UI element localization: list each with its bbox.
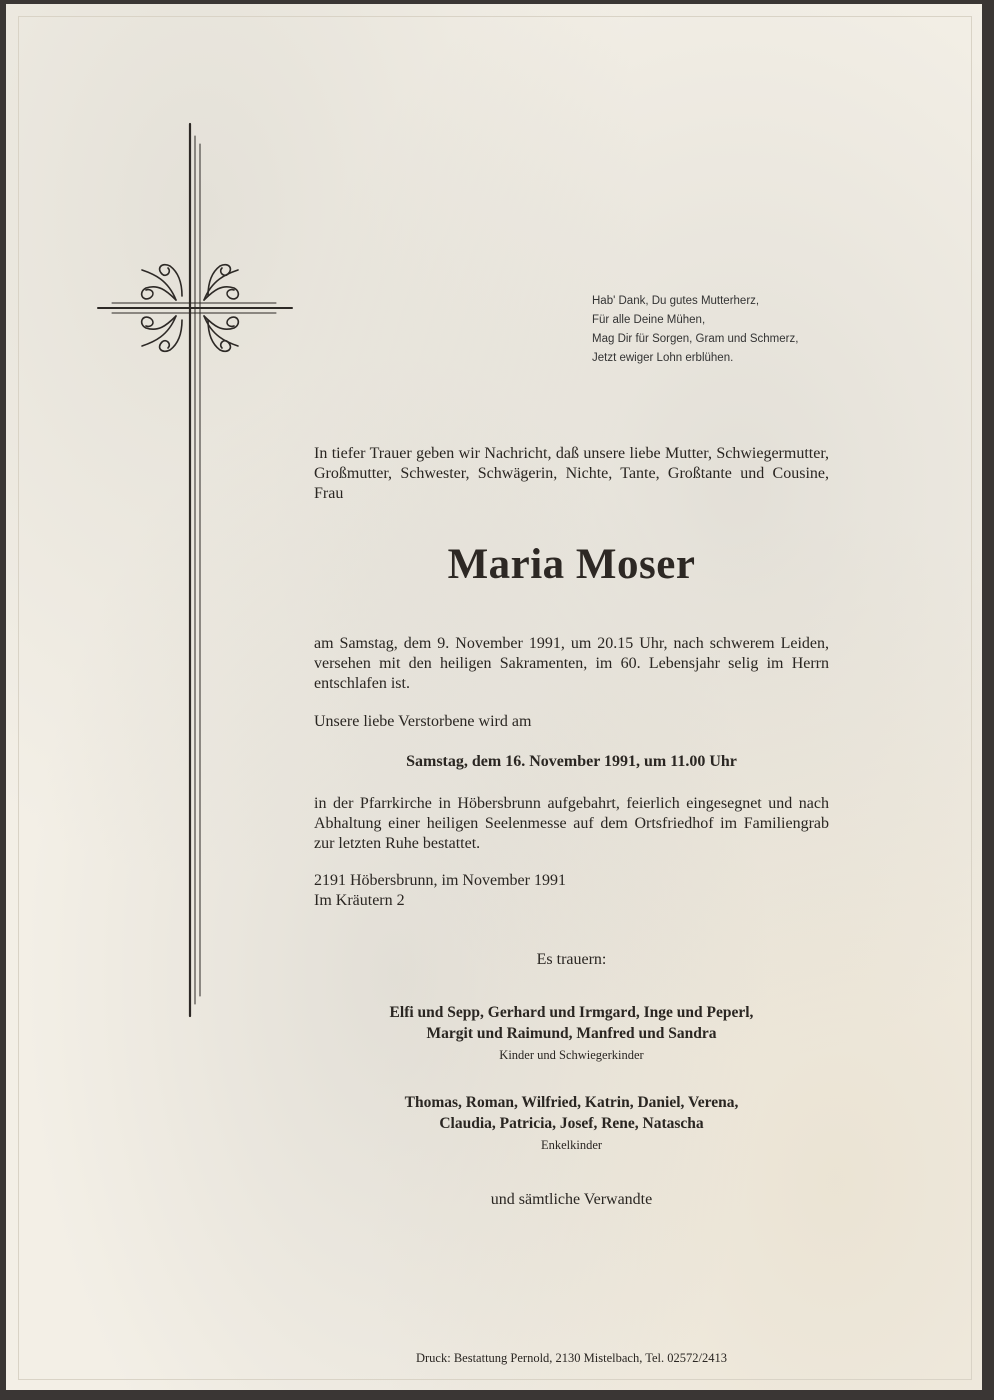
funeral-details: in der Pfarrkirche in Höbersbrunn aufgebahrt, feierlich eingesegnet und nach Abhaltung einer heiligen Seelenmesse auf dem Ortsfriedhof im Familiengrab zur letzten Ruhe bestattet. <box>314 795 829 852</box>
poem-line: Hab' Dank, Du gutes Mutterherz, <box>592 295 760 307</box>
death-paragraph: am Samstag, dem 9. November 1991, um 20.15 Uhr, nach schwerem Leiden, versehen mit den heiligen Sakramenten, im 60. Lebensjahr selig im Herrn entschlafen ist. <box>314 635 829 692</box>
funeral-date: Samstag, dem 16. November 1991, um 11.00 Uhr <box>406 753 737 770</box>
grandchildren-names-line: Claudia, Patricia, Josef, Rene, Natascha <box>439 1115 704 1132</box>
poem-line: Jetzt ewiger Lohn erblühen. <box>592 352 734 364</box>
address-line: Im Kräutern 2 <box>314 892 405 909</box>
children-group <box>314 1002 829 1064</box>
relatives-line: und sämtliche Verwandte <box>490 1191 653 1208</box>
cross-icon <box>6 4 306 1034</box>
printer-imprint: Druck: Bestattung Pernold, 2130 Mistelbach, Tel. 02572/2413 <box>415 1351 727 1365</box>
grandchildren-group <box>314 1092 829 1154</box>
deceased-name: Maria Moser <box>447 541 696 588</box>
poem-line: Mag Dir für Sorgen, Gram und Schmerz, <box>592 333 799 345</box>
intro-paragraph: In tiefer Trauer geben wir Nachricht, daß unsere liebe Mutter, Schwiegermutter, Großmutter, Schwester, Schwägerin, Nichte, Tante, Großtante und Cousine, Frau <box>314 445 829 502</box>
obituary-sheet <box>6 4 982 1390</box>
grandchildren-names-line: Thomas, Roman, Wilfried, Katrin, Daniel, Verena, <box>404 1094 739 1111</box>
place-date-line: 2191 Höbersbrunn, im November 1991 <box>314 872 566 889</box>
poem-line: Für alle Deine Mühen, <box>592 314 706 326</box>
mourners-heading: Es trauern: <box>536 951 607 968</box>
children-names-line: Elfi und Sepp, Gerhard und Irmgard, Inge und Peperl, <box>389 1004 754 1021</box>
children-names-line: Margit und Raimund, Manfred und Sandra <box>426 1025 717 1042</box>
children-relation: Kinder und Schwiegerkinder <box>499 1048 644 1062</box>
place-and-address <box>314 871 829 911</box>
funeral-intro: Unsere liebe Verstorbene wird am <box>314 713 532 730</box>
poem <box>592 292 798 368</box>
grandchildren-relation: Enkelkinder <box>540 1138 603 1152</box>
